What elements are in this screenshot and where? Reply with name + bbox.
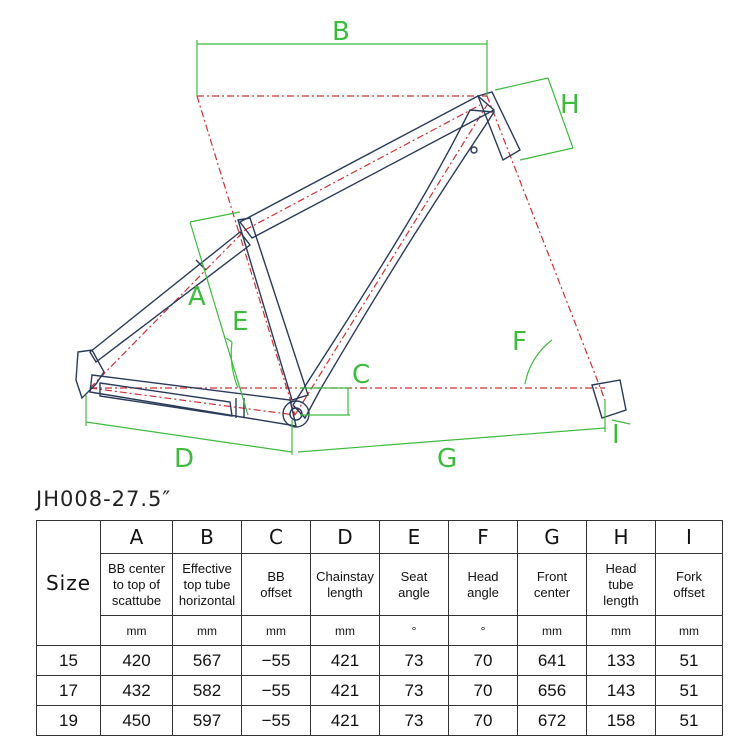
column-description-e [380, 554, 449, 616]
dim-label-b: B [332, 17, 350, 47]
column-description-line: scattube [111, 592, 162, 608]
column-unit-a: mm [101, 616, 173, 646]
value-cell: 641 [518, 646, 587, 676]
column-letter-b: B [173, 521, 242, 554]
column-description-line: length [327, 584, 363, 600]
column-description-line: Head [467, 568, 499, 584]
dim-label-i: I [612, 420, 620, 450]
column-description-a [101, 554, 173, 616]
value-cell: −55 [242, 676, 311, 706]
size-cell: 15 [37, 646, 101, 676]
size-cell: 19 [37, 706, 101, 736]
column-letter-row [37, 521, 723, 554]
column-unit-c: mm [242, 616, 311, 646]
column-description-h [587, 554, 656, 616]
value-cell: 567 [173, 646, 242, 676]
value-cell: 133 [587, 646, 656, 676]
value-cell: 51 [656, 646, 723, 676]
column-description-i [656, 554, 723, 616]
column-description-line: tube [608, 576, 634, 592]
bike-frame-outline [76, 92, 520, 427]
dim-label-g: G [437, 444, 458, 474]
column-description-line: to top of [113, 576, 160, 592]
value-cell: 672 [518, 706, 587, 736]
value-cell: −55 [242, 706, 311, 736]
dim-label-d: D [174, 444, 195, 474]
column-description-line: Front [536, 568, 568, 584]
column-description-line: center [533, 584, 571, 600]
column-unit-b: mm [173, 616, 242, 646]
centerlines [90, 96, 605, 415]
value-cell: 143 [587, 676, 656, 706]
column-unit-f: ° [449, 616, 518, 646]
column-description-line: offset [673, 584, 705, 600]
column-description-line: Effective [182, 560, 232, 576]
dim-label-f: F [512, 327, 527, 357]
column-unit-row [37, 616, 723, 646]
column-description-line: angle [398, 584, 430, 600]
column-description-line: angle [467, 584, 499, 600]
value-cell: 158 [587, 706, 656, 736]
column-unit-g: mm [518, 616, 587, 646]
value-cell: 70 [449, 676, 518, 706]
column-description-g [518, 554, 587, 616]
dim-label-h: H [560, 90, 580, 120]
column-description-b [173, 554, 242, 616]
table-row [37, 706, 723, 736]
column-description-row [37, 554, 723, 616]
value-cell: 51 [656, 706, 723, 736]
value-cell: 70 [449, 706, 518, 736]
column-description-d [311, 554, 380, 616]
value-cell: 421 [311, 646, 380, 676]
model-name: JH008-27.5″ [36, 487, 172, 511]
column-description-line: BB center [107, 560, 166, 576]
column-description-line: BB [267, 568, 285, 584]
column-description-line: Head [605, 560, 637, 576]
column-description-line: top tube [183, 576, 231, 592]
column-letter-a: A [101, 521, 173, 554]
value-cell: 597 [173, 706, 242, 736]
size-data-rows [37, 646, 723, 736]
fork-stub [592, 380, 626, 418]
value-cell: 51 [656, 676, 723, 706]
value-cell: −55 [242, 646, 311, 676]
dimension-labels [174, 17, 620, 474]
dim-label-a: A [188, 282, 206, 312]
column-unit-e: ° [380, 616, 449, 646]
column-letter-g: G [518, 521, 587, 554]
column-description-line: Fork [676, 568, 702, 584]
column-description-line: Seat [400, 568, 428, 584]
column-letter-i: I [656, 521, 723, 554]
value-cell: 421 [311, 676, 380, 706]
column-description-f [449, 554, 518, 616]
value-cell: 73 [380, 646, 449, 676]
geometry-spec-table [36, 520, 723, 736]
column-unit-h: mm [587, 616, 656, 646]
value-cell: 421 [311, 706, 380, 736]
column-description-line: offset [260, 584, 292, 600]
value-cell: 420 [101, 646, 173, 676]
column-unit-i: mm [656, 616, 723, 646]
column-description-line: Chainstay [316, 568, 374, 584]
column-description-line: length [603, 592, 639, 608]
size-header: Size [37, 521, 101, 646]
table-row [37, 646, 723, 676]
column-letter-c: C [242, 521, 311, 554]
dim-label-e: E [232, 307, 249, 337]
dim-label-c: C [352, 360, 371, 390]
value-cell: 73 [380, 676, 449, 706]
value-cell: 656 [518, 676, 587, 706]
column-unit-d: mm [311, 616, 380, 646]
value-cell: 450 [101, 706, 173, 736]
column-letter-e: E [380, 521, 449, 554]
value-cell: 70 [449, 646, 518, 676]
column-description-line: horizontal [178, 592, 236, 608]
column-letter-d: D [311, 521, 380, 554]
size-cell: 17 [37, 676, 101, 706]
table-row [37, 676, 723, 706]
column-letter-f: F [449, 521, 518, 554]
value-cell: 432 [101, 676, 173, 706]
column-letter-h: H [587, 521, 656, 554]
column-description-c [242, 554, 311, 616]
value-cell: 73 [380, 706, 449, 736]
value-cell: 582 [173, 676, 242, 706]
